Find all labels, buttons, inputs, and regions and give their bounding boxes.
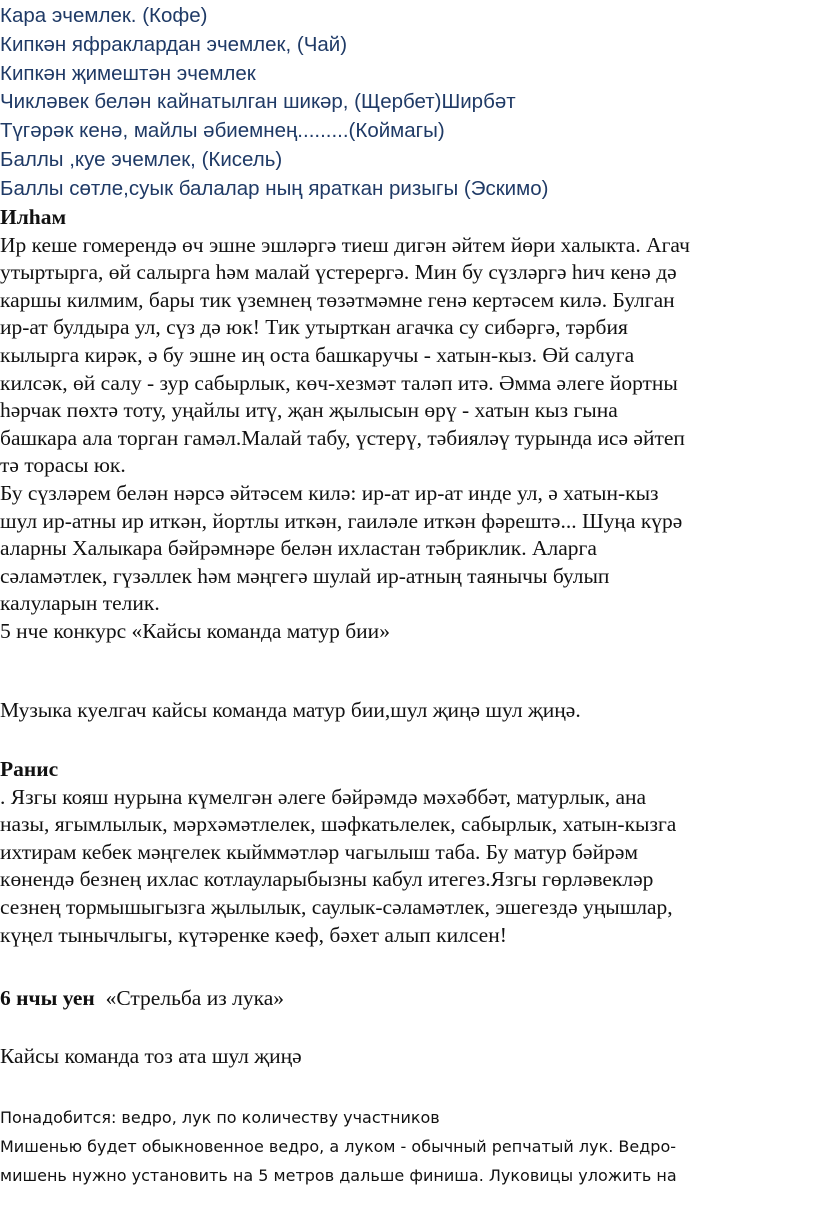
paragraph-line: Ир кеше гомерендә өч эшне эшләргә тиеш дигән әйтем йөри халыкта. Агач [0,232,690,257]
paragraph-line: сезнең тормышыгызга җылылык, саулык-сәламәтлек, эшегездә уңышлар, [0,894,673,919]
paragraph-line: каршы килмим, бары тик үземнең төзәтмәмне генә кертәсем килә. Булган [0,287,675,312]
menu-line: Баллы ,куе эчемлек, (Кисель) [0,147,283,171]
paragraph-line: Бу сүзләрем белән нәрсә әйтәсем килә: ир-ат ир-ат инде ул, ә хатын-кыз [0,480,659,505]
ranis-heading: Ранис [0,757,59,781]
paragraph-line: утыртырга, өй салырга һәм малай үстерергә. Мин бу сүзләргә һич кенә дә [0,260,677,285]
paragraph-line: тә торасы юк. [0,453,126,478]
menu-line: Түгәрәк кенә, майлы әбиемнең.........(Коймагы) [0,119,445,143]
paragraph-line: кылырга кирәк, ә бу эшне иң оста башкаручы - хатын-кыз. Өй салуга [0,342,635,367]
ranis-section [0,756,812,949]
paragraph-line: . Язгы кояш нурына күмелгән әлеге бәйрәмдә мәхәббәт, матурлык, ана [0,784,647,809]
game-6-label: 6 нчы уен [0,986,95,1010]
game-6-rule [0,1043,812,1071]
menu-line: Чикләвек белән кайнатылган шикәр, (Щербет)Ширбәт [0,90,516,114]
music-line: Музыка куелгач кайсы команда матур бии,шул җиңә шул җиңә. [0,698,581,722]
menu-line: Кипкән җимештән эчемлек [0,61,256,85]
paragraph-line: шул ир-атны ир иткән, йортлы иткән, гаиләле иткән фәрештә... Шуңа күрә [0,508,683,533]
instruction-line: мишень нужно установить на 5 метров дальше финиша. Луковицы уложить на [0,1166,677,1185]
paragraph-line: аларны Халыкара бәйрәмнәре белән ихластан тәбриклик. Аларга [0,536,597,561]
ilham-section [0,204,812,646]
menu-line: Кипкән яфраклардан эчемлек, (Чай) [0,32,348,56]
paragraph-line: калуларын телик. [0,591,160,616]
paragraph-line: башкара ала торган гамәл.Малай табу, үстерү, тәбияләү турында исә әйтеп [0,425,685,450]
paragraph-line: һәрчак пөхтә тоту, уңайлы итү, җан җылысын өрү - хатын кыз гына [0,398,618,423]
paragraph-line: сәламәтлек, гүзәллек һәм мәңгегә шулай ир-атның таянычы булып [0,563,610,588]
menu-line: Баллы сөтле,суык балалар ның яраткан ризыгы (Эскимо) [0,176,549,200]
game-6-heading [0,985,812,1013]
paragraph-line: күңел тынычлыгы, күтәренке кәеф, бәхет алып килсен! [0,922,507,947]
contest-5-line: 5 нче конкурс «Кайсы команда матур бии» [0,618,390,643]
instructions-section [0,1103,812,1190]
game-6-section [0,985,812,1013]
paragraph-line: көнендә безнең ихлас котлауларыбызны кабул итегез.Язгы гөрләвекләр [0,867,654,892]
game-6-line: Кайсы команда тоз ата шул җиңә [0,1044,302,1068]
menu-line: Кара эчемлек. (Кофе) [0,4,208,27]
instruction-line: Мишенью будет обыкновенное ведро, а луком - обычный репчатый лук. Ведро- [0,1137,677,1156]
instruction-line: Понадобится: ведро, лук по количеству участников [0,1108,440,1127]
ilham-heading: Илһам [0,205,67,229]
paragraph-line: назы, ягымлылык, мәрхәмәтлелек, шәфкатьлелек, сабырлык, хатын-кызга [0,812,677,837]
paragraph-line: килсәк, өй салу - зур сабырлык, көч-хезмәт таләп итә. Әмма әлеге йортны [0,370,678,395]
menu-list [0,2,548,204]
paragraph-line: ихтирам кебек мәңгелек кыйммәтләр чагылыш таба. Бу матур бәйрәм [0,839,639,864]
game-6-title: «Стрельба из лука» [105,986,284,1010]
paragraph-line: ир-ат булдыра ул, сүз дә юк! Тик утырткан агачка су сибәргә, тәрбия [0,315,628,340]
music-section [0,697,812,725]
